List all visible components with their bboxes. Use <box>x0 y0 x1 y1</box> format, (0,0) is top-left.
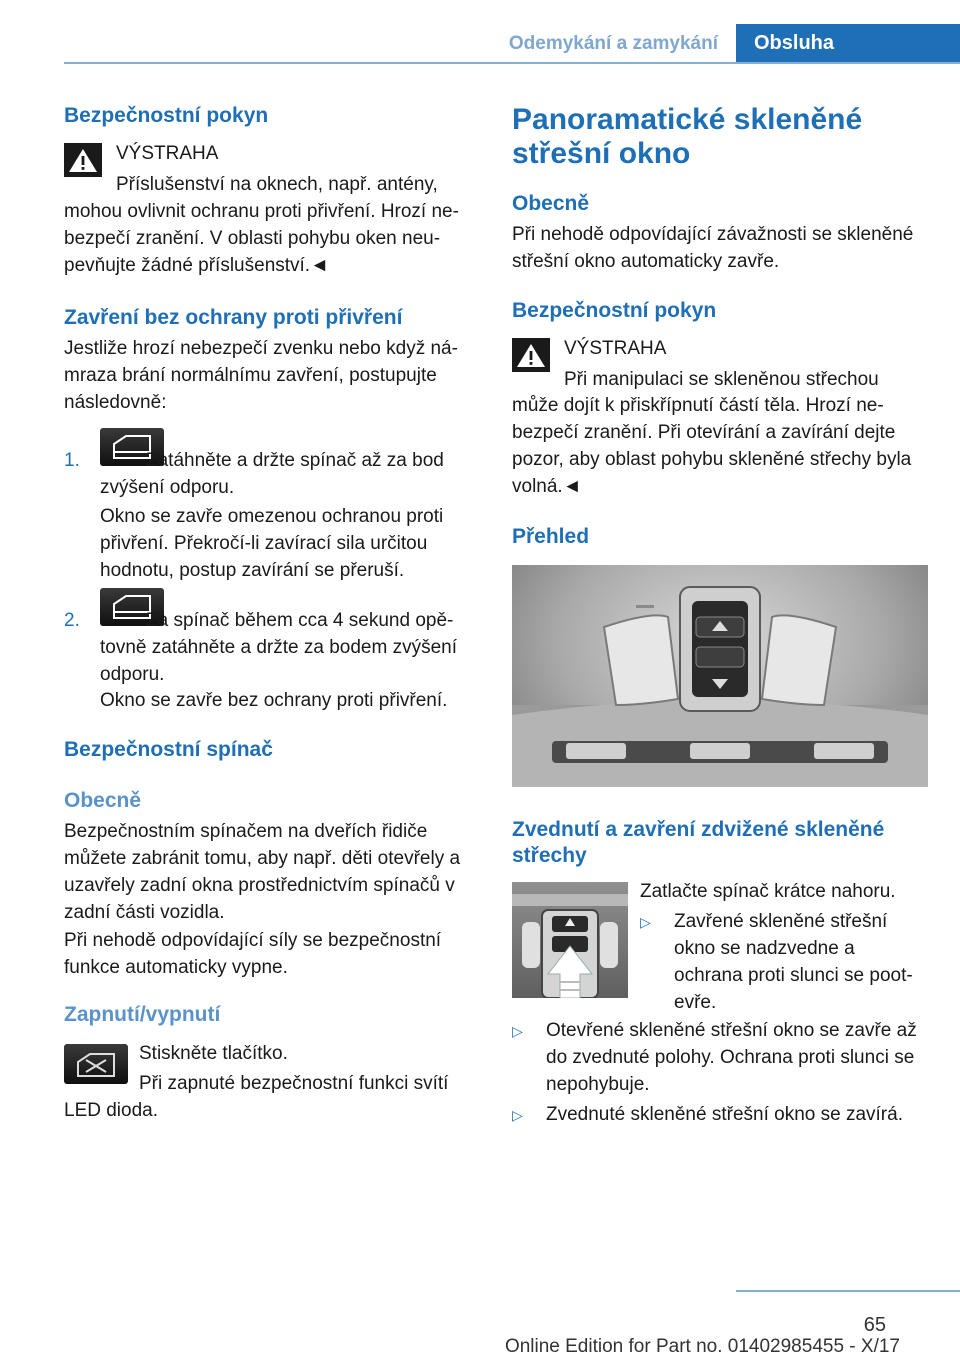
header-rule <box>64 62 960 64</box>
raise-intro: Zatlačte spínač krátce nahoru. <box>640 881 896 902</box>
step-note: Okno se zavře omezenou ochranou proti přivření. Překročí-li zavírací sila určitou hodnotu, postup zavírání se přeruší. <box>100 506 444 581</box>
bullet-item: Zvednuté skleněné střešní okno se zavírá. <box>546 1104 903 1125</box>
step-number: 2. <box>64 610 80 631</box>
bullet-item: Otevřené skleněné střešní okno se zavře až do zvednuté polohy. Ochrana proti slunci se nepohybuje. <box>546 1020 917 1095</box>
general-text: Při nehodě odpovídající závažnosti se skleněné střešní okno automaticky zavře. <box>512 224 914 272</box>
onoff-note: LED dioda. <box>64 1100 159 1121</box>
closing-intro: Jestliže hrozí nebezpečí zvenku nebo když ná‐ mraza brání normálnímu zavření, postupujte následovně: <box>64 338 458 413</box>
step-text: zvýšení odporu. <box>100 477 235 498</box>
safety-heading: Bezpečnostní pokyn <box>64 104 269 127</box>
general-heading: Obecně <box>64 789 142 812</box>
warning-label: VÝSTRAHA <box>564 338 667 359</box>
bullet-icon: ▷ <box>640 914 651 930</box>
page-number: 65 <box>863 1314 886 1336</box>
bullet-icon: ▷ <box>512 1023 523 1039</box>
switch-push-up-photo <box>512 882 628 998</box>
warning-icon <box>64 143 102 177</box>
page-header <box>0 0 960 64</box>
roof-switch-photo <box>512 565 928 787</box>
safety-heading: Bezpečnostní pokyn <box>512 299 717 322</box>
onoff-note: Při zapnuté bezpečnostní funkci svítí <box>139 1073 449 1094</box>
warning-text: může dojít k přiskřípnutí částí těla. Hrozí ne‐ bezpečí zranění. Při otevírání a zavírání dejte pozor, aby oblast pohybu skleněné střechy byla volná.◄ <box>512 395 912 497</box>
breadcrumb[interactable]: Odemykání a zamykání <box>508 33 718 54</box>
edition-note: Online Edition for Part no. 01402985455 - X/17 <box>504 1336 900 1357</box>
onoff-step: Stiskněte tlačítko. <box>139 1043 288 1064</box>
step-text: Za spínač během cca 4 sekund opě‐ <box>146 610 454 631</box>
warning-icon <box>512 338 550 372</box>
switch-heading: Bezpečnostní spínač <box>64 738 273 761</box>
general-text: Při nehodě odpovídající síly se bezpečnostní funkce automaticky vypne. <box>64 930 442 978</box>
warning-line: Příslušenství na oknech, např. antény, <box>116 174 438 195</box>
warning-label: VÝSTRAHA <box>116 143 219 164</box>
child-lock-button-icon <box>64 1044 128 1084</box>
step-text: tovně zatáhněte a držte za bodem zvýšení odporu. <box>100 637 457 685</box>
raise-heading: Zvednutí a zavření zdvižené skleněné střechy <box>512 818 885 867</box>
section-tab[interactable]: Obsluha <box>736 24 960 62</box>
onoff-heading: Zapnutí/vypnutí <box>64 1003 221 1026</box>
bullet-item: Zavřené skleněné střešní okno se nadzvedne a ochrana proti slunci se poot‐ evře. <box>674 911 913 1013</box>
step-text: Zatáhněte a držte spínač až za bod <box>146 450 444 471</box>
step-number: 1. <box>64 450 80 471</box>
bullet-icon: ▷ <box>512 1107 523 1123</box>
warning-text: mohou ovlivnit ochranu proti přivření. Hrozí ne‐ bezpečí zranění. V oblasti pohybu oken neu‐ pevňujte žádné příslušenství.◄ <box>64 201 459 276</box>
footer-rule <box>736 1290 960 1292</box>
page-title: Panoramatické skleněné střešní okno <box>512 103 863 170</box>
general-heading: Obecně <box>512 192 590 215</box>
step-note: Okno se zavře bez ochrany proti přivření. <box>100 690 448 711</box>
warning-line: Při manipulaci se skleněnou střechou <box>564 369 879 390</box>
closing-heading: Zavření bez ochrany proti přivření <box>64 306 403 329</box>
overview-heading: Přehled <box>512 525 590 548</box>
general-text: Bezpečnostním spínačem na dveřích řidiče můžete zabránit tomu, aby např. děti otevřely a uzavřely zadní okna prostřednictvím spínačů v zadní části vozidla. <box>64 821 461 923</box>
